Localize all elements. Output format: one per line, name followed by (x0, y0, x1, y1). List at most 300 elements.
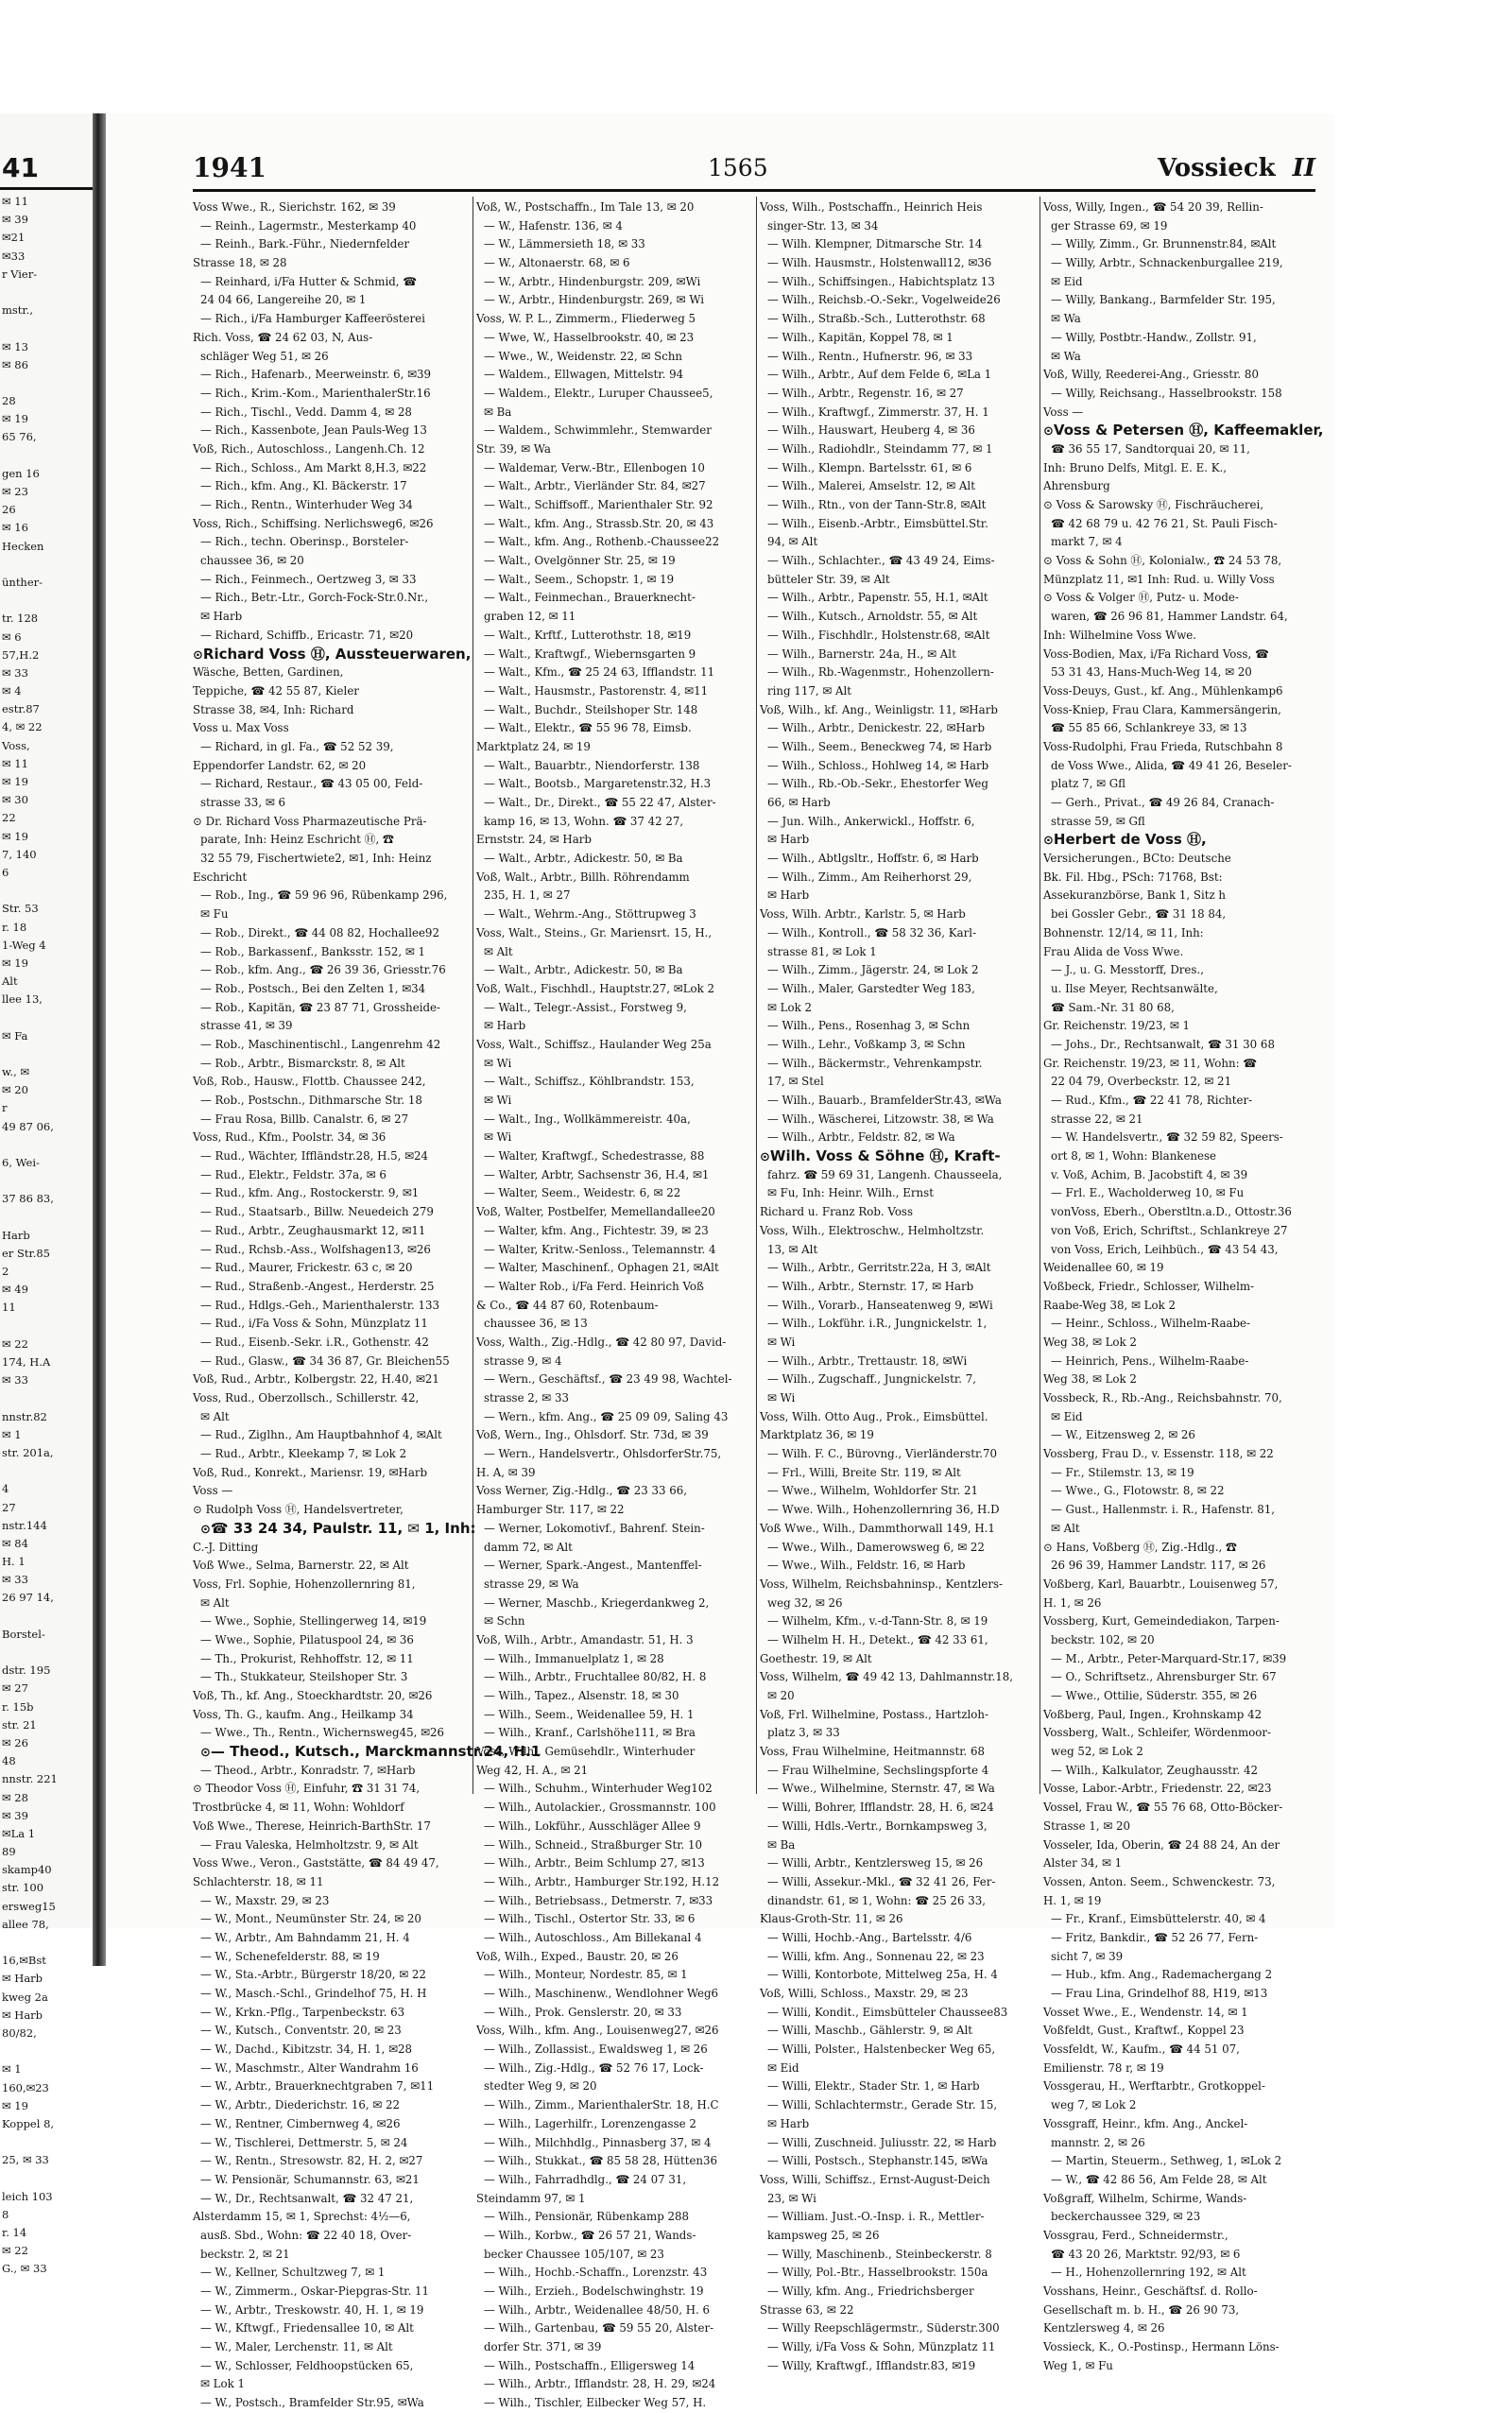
previous-page-line: ✉ 4 (2, 684, 22, 698)
header-rule (193, 189, 1315, 192)
directory-entry: ✉ Wi (484, 1130, 512, 1145)
directory-entry: — Wilh., Kraftwgf., Zimmerstr. 37, H. 1 (767, 405, 989, 419)
previous-page-line: ✉33 (2, 249, 26, 263)
directory-entry: — Wwe., Wilh., Feldstr. 16, ✉ Harb (767, 1559, 966, 1573)
directory-entry: becker Chaussee 105/107, ✉ 23 (484, 2247, 664, 2261)
directory-entry: ✉ Ba (484, 405, 512, 419)
directory-entry: dinandstr. 61, ✉ 1, Wohn: ☎ 25 26 33, (767, 1893, 986, 1907)
directory-entry: 13, ✉ Alt (767, 1242, 818, 1256)
previous-page-line: ✉La 1 (2, 1826, 36, 1840)
previous-page-line: 89 (2, 1845, 16, 1859)
directory-entry: — Wilh., Maschinenw., Wendlohner Weg6 (484, 1987, 719, 2000)
directory-entry: von Voss, Erich, Leihbüch., ☎ 43 54 43, (1051, 1242, 1279, 1256)
previous-page-line: ✉ 22 (2, 1336, 28, 1351)
directory-entry: Richard u. Franz Rob. Voss (760, 1205, 914, 1219)
directory-entry: — Heinrich, Pens., Wilhelm-Raabe- (1051, 1353, 1249, 1368)
directory-entry: strasse 81, ✉ Lok 1 (767, 944, 877, 958)
directory-entry: — Rich., i/Fa Hamburger Kaffeerösterei (200, 312, 425, 326)
directory-entry: — Frl. E., Wacholderweg 10, ✉ Fu (1051, 1186, 1245, 1200)
previous-page-line: r. 15b (2, 1699, 34, 1714)
directory-entry: Schlachterstr. 18, ✉ 11 (193, 1874, 324, 1888)
directory-entry: weg 32, ✉ 26 (767, 1595, 843, 1610)
directory-entry: — Wilh., Arbtr., Hamburger Str.192, H.12 (484, 1874, 720, 1888)
directory-entry: — Willy, Pol.-Btr., Hasselbrookstr. 150a (767, 2266, 988, 2280)
previous-page-line: estr.87 (2, 702, 40, 716)
directory-entry: Strasse 18, ✉ 28 (193, 256, 287, 270)
previous-page-line: ✉ 13 (2, 339, 28, 353)
directory-entry: waren, ☎ 26 96 81, Hammer Landstr. 64, (1051, 610, 1288, 624)
directory-entry: Weg 1, ✉ Fu (1043, 2358, 1113, 2372)
directory-entry: dorfer Str. 371, ✉ 39 (484, 2340, 602, 2354)
directory-entry: Weg 38, ✉ Lok 2 (1043, 1335, 1137, 1349)
previous-page-line: r Vier- (2, 267, 38, 281)
directory-entry: — Wilh., Zimm., Am Reiherhorst 29, (767, 870, 972, 884)
directory-entry: — Wern., kfm. Ang., ☎ 25 09 09, Saling 43 (484, 1409, 729, 1423)
previous-page-line: 160,✉23 (2, 2080, 49, 2094)
directory-entry: parate, Inh: Heinz Eschricht Ⓗ, ☎ (200, 833, 394, 847)
previous-page-line: Voss, (2, 738, 30, 752)
directory-entry: Voßgraff, Wilhelm, Schirme, Wands- (1043, 2191, 1247, 2205)
previous-page-line: H. 1 (2, 1555, 26, 1569)
directory-entry: — Wilh., Fahrradhdlg., ☎ 24 07 31, (484, 2172, 687, 2186)
directory-entry: — Rud., Elektr., Feldstr. 37a, ✉ 6 (200, 1167, 387, 1181)
directory-entry: — Wilh., Radiohdlr., Steindamm 77, ✉ 1 (767, 441, 993, 456)
directory-entry: — Wilh., Arbtr., Regenstr. 16, ✉ 27 (767, 386, 964, 400)
directory-entry: — Wilh., Rtn., von der Tann-Str.8, ✉Alt (767, 498, 987, 511)
directory-entry: ✉ Wi (767, 1391, 796, 1405)
previous-page-line: 2 (2, 1265, 9, 1279)
previous-page-line: 4 (2, 1482, 9, 1496)
directory-entry: — Richard, in gl. Fa., ☎ 52 52 39, (200, 739, 394, 753)
directory-page (106, 113, 1334, 2410)
directory-entry: Assekuranzbörse, Bank 1, Sitz h (1043, 888, 1227, 903)
previous-page-lines (2, 193, 91, 2279)
directory-entry: Eppendorfer Landstr. 62, ✉ 20 (193, 758, 367, 772)
directory-entry: — Wilh., Wäscherei, Litzowstr. 38, ✉ Wa (767, 1112, 994, 1126)
previous-page-line: r. 18 (2, 920, 27, 934)
previous-page-line (2, 1318, 91, 1336)
directory-entry: — Rud., Wächter, Iffländstr.28, H.5, ✉24 (200, 1149, 429, 1163)
directory-entry: Vossieck, K., O.-Postinsp., Hermann Löns- (1043, 2340, 1280, 2354)
directory-entry: Voß, W., Postschaffn., Im Tale 13, ✉ 20 (476, 200, 695, 214)
directory-entry: Vossberg, Frau D., v. Essenstr. 118, ✉ 22 (1043, 1447, 1274, 1461)
directory-entry: von Voß, Erich, Schriftst., Schlankreye 27 (1051, 1223, 1288, 1237)
directory-entry: ✉ Wi (484, 1056, 512, 1070)
directory-entry: — Walt., Seem., Schopstr. 1, ✉ 19 (484, 572, 675, 586)
directory-entry: Wäsche, Betten, Gardinen, (193, 665, 344, 680)
directory-entry: — Wilh., Betriebsass., Detmerstr. 7, ✉33 (484, 1893, 713, 1907)
directory-entry: Inh: Wilhelmine Voss Wwe. (1043, 628, 1197, 642)
directory-entry: chaussee 36, ✉ 20 (200, 554, 304, 568)
directory-entry: Voß, Walter, Postbelfer, Memellandallee20 (476, 1205, 715, 1219)
directory-entry: — M., Arbtr., Peter-Marquard-Str.17, ✉39 (1051, 1651, 1287, 1665)
previous-page-line (2, 2042, 91, 2060)
directory-entry: ✉ Alt (484, 944, 513, 958)
directory-entry: Bohnenstr. 12/14, ✉ 11, Inh: (1043, 925, 1204, 939)
previous-page-line: 8 (2, 2207, 9, 2221)
directory-entry: — W., Lämmersieth 18, ✉ 33 (484, 237, 645, 251)
directory-entry: ✉ Harb (767, 888, 810, 903)
directory-entry: — Rob., Direkt., ☎ 44 08 82, Hochallee92 (200, 925, 439, 939)
directory-entry: — Willi, Postsch., Stephanstr.145, ✉Wa (767, 2154, 988, 2168)
directory-entry: — Rud., i/Fa Voss & Sohn, Münzplatz 11 (200, 1317, 428, 1331)
directory-entry: Emilienstr. 78 r, ✉ 19 (1043, 2060, 1164, 2075)
directory-entry: — Rich., Krim.-Kom., MarienthalerStr.16 (200, 386, 431, 400)
directory-entry: Bk. Fil. Hbg., PSch: 71768, Bst: (1043, 870, 1223, 884)
directory-entry: Teppiche, ☎ 42 55 87, Kieler (193, 683, 359, 698)
directory-entry: — Wilhelm H. H., Detekt., ☎ 42 33 61, (767, 1632, 988, 1646)
directory-entry: — Rud., Glasw., ☎ 34 36 87, Gr. Bleichen55 (200, 1353, 450, 1368)
directory-entry: — Frau Lina, Grindelhof 88, H19, ✉13 (1051, 1987, 1268, 2000)
directory-entry: — W. Pensionär, Schumannstr. 63, ✉21 (200, 2172, 420, 2186)
previous-page-line: 11 (2, 1301, 16, 1315)
previous-page-line: ✉ 33 (2, 1573, 28, 1587)
directory-entry: — Rob., Kapitän, ☎ 23 87 71, Grossheide- (200, 1000, 440, 1014)
directory-entry: — Wilh., Rb.-Wagenmstr., Hohenzollern- (767, 665, 994, 680)
directory-entry: — Werner, Lokomotivf., Bahrenf. Stein- (484, 1521, 705, 1535)
previous-page-line: ersweg15 (2, 1899, 56, 1913)
directory-entry: — Waldem., Ellwagen, Mittelstr. 94 (484, 368, 684, 382)
directory-entry: — Wilh., Kalkulator, Zeughausstr. 42 (1051, 1763, 1258, 1777)
directory-entry: — Walt., Kfm., ☎ 25 24 63, Ifflandstr. 11 (484, 665, 715, 680)
directory-entry: — Willi, Zuschneid. Juliusstr. 22, ✉ Harb (767, 2135, 997, 2149)
directory-entry: — Wwe. Wilh., Hohenzollernring 36, H.D (767, 1503, 1000, 1517)
directory-entry: ⊙ Richard Voss Ⓗ, Aussteuerwaren, (193, 646, 467, 664)
previous-page-line: tr. 128 (2, 612, 39, 626)
directory-entry: Voss, Frl. Sophie, Hohenzollernring 81, (193, 1577, 416, 1591)
directory-entry: — Werner, Spark.-Angest., Mantenffel- (484, 1559, 702, 1573)
previous-page-line: ✉ 26 (2, 1735, 28, 1749)
directory-entry: Voßbeck, Friedr., Schlosser, Wilhelm- (1043, 1279, 1255, 1293)
directory-entry: — Walter Rob., i/Fa Ferd. Heinrich Voß (484, 1279, 704, 1293)
directory-entry: Gr. Reichenstr. 19/23, ✉ 1 (1043, 1019, 1190, 1033)
directory-entry: — Wwe., Sophie, Stellingerweg 14, ✉19 (200, 1614, 427, 1629)
directory-entry: strasse 29, ✉ Wa (484, 1577, 579, 1591)
previous-page-line: ✉ 11 (2, 756, 28, 770)
directory-entry: Voßfeldt, Gust., Kraftwf., Koppel 23 (1043, 2024, 1245, 2038)
directory-entry: Vossel, Frau W., ☎ 55 76 68, Otto-Böcker- (1043, 1801, 1283, 1815)
directory-entry: ☎ 55 85 66, Schlankreye 33, ✉ 13 (1051, 721, 1247, 735)
previous-page-line: Hecken (2, 539, 44, 553)
directory-entry: — Wilh., Pensionär, Rübenkamp 288 (484, 2210, 690, 2224)
directory-entry: Voß, Rud., Arbtr., Kolbergstr. 22, H.40, ✉21 (193, 1372, 439, 1387)
directory-entry: — W., Rentn., Stresowstr. 82, H. 2, ✉27 (200, 2154, 423, 2168)
directory-entry: — W., Arbtr., Diederichstr. 16, ✉ 22 (200, 2098, 401, 2112)
directory-entry: — Wilh., Abtlgsltr., Hoffstr. 6, ✉ Harb (767, 852, 979, 866)
directory-entry: — Willy, Maschinenb., Steinbeckerstr. 8 (767, 2247, 992, 2261)
previous-page-line (2, 1462, 91, 1480)
directory-entry: 66, ✉ Harb (767, 796, 831, 809)
directory-entry: — Theod., Arbtr., Konradstr. 7, ✉Harb (200, 1763, 416, 1777)
previous-page-line: ✉ 39 (2, 1808, 28, 1822)
directory-entry: — Wwe., Sophie, Pilatuspool 24, ✉ 36 (200, 1632, 414, 1646)
directory-entry: Inh: Bruno Delfs, Mitgl. E. E. K., (1043, 460, 1228, 474)
previous-page-line (2, 1389, 91, 1407)
directory-entry: — W., Schlosser, Feldhoopstücken 65, (200, 2358, 414, 2372)
previous-page-line: llee 13, (2, 992, 43, 1007)
directory-entry: — Rud., Kfm., ☎ 22 41 78, Richter- (1051, 1094, 1253, 1107)
previous-page-line: Str. 53 (2, 902, 39, 916)
directory-entry: — Willi, Schlachtermstr., Gerade Str. 15, (767, 2098, 998, 2112)
previous-page-line: w., ✉ (2, 1065, 30, 1078)
directory-entry: — Willi, Kontorbote, Mittelweg 25a, H. 4 (767, 1968, 998, 1982)
directory-entry: singer-Str. 13, ✉ 34 (767, 218, 879, 233)
directory-entry: Voß, Wern., Ing., Ohlsdorf. Str. 73d, ✉ 39 (476, 1428, 709, 1442)
previous-page-line: 4, ✉ 22 (2, 720, 43, 734)
directory-entry: ✉ Schn (484, 1614, 525, 1629)
previous-page-line: leich 103 (2, 2189, 53, 2203)
directory-entry: — W., Tischlerei, Dettmerstr. 5, ✉ 24 (200, 2135, 408, 2149)
previous-page-line: ✉ 33 (2, 1373, 28, 1387)
directory-entry: ☎ Sam.-Nr. 31 80 68, (1051, 1000, 1175, 1014)
directory-entry: — Wilh., Eisenb.-Arbtr., Eimsbüttel.Str. (767, 516, 988, 530)
directory-entry: — Wilh., Arbtr., Fruchtallee 80/82, H. 8 (484, 1670, 707, 1684)
previous-page-line (2, 1008, 91, 1026)
directory-entry: Vossfeldt, W., Kaufm., ☎ 44 51 07, (1043, 2042, 1240, 2057)
previous-page-line: mstr., (2, 303, 33, 318)
previous-page-line: Koppel 8, (2, 2116, 55, 2130)
directory-entry: — Johs., Dr., Rechtsanwalt, ☎ 31 30 68 (1051, 1037, 1275, 1051)
directory-entry: — Wilh., Rentn., Hufnerstr. 96, ✉ 33 (767, 349, 973, 363)
previous-page-line: ✉ 84 (2, 1536, 28, 1550)
previous-page-line (2, 447, 91, 465)
previous-page-line: 65 76, (2, 430, 37, 444)
directory-entry: — Hub., kfm. Ang., Rademachergang 2 (1051, 1968, 1273, 1982)
directory-entry: — Walt., Wehrm.-Ang., Stöttrupweg 3 (484, 907, 696, 922)
directory-entry: Voßberg, Karl, Bauarbtr., Louisenweg 57, (1043, 1577, 1279, 1591)
directory-entry: — Wilh., Schneid., Straßburger Str. 10 (484, 1837, 703, 1852)
directory-entry: Voss, Wilh., Elektroschw., Helmholtzstr. (760, 1223, 985, 1237)
directory-entry: ✉ Fu, Inh: Heinr. Wilh., Ernst (767, 1186, 934, 1200)
directory-entry: — Wilh., Milchhdlg., Pinnasberg 37, ✉ 4 (484, 2135, 712, 2149)
directory-entry: — Rob., Postsch., Bei den Zelten 1, ✉34 (200, 981, 426, 995)
directory-entry: — Walt., Ing., Wollkämmereistr. 40a, (484, 1112, 691, 1126)
directory-entry: Kentzlersweg 4, ✉ 26 (1043, 2321, 1165, 2335)
previous-page-line: nnstr. 221 (2, 1772, 58, 1786)
directory-entry: Str. 39, ✉ Wa (476, 441, 551, 456)
previous-page-line: ✉ 1 (2, 1427, 22, 1441)
directory-entry: ausß. Sbd., Wohn: ☎ 22 40 18, Over- (200, 2228, 412, 2242)
directory-entry: — W., Dr., Rechtsanwalt, ☎ 32 47 21, (200, 2191, 414, 2205)
directory-entry: Vossberg, Walt., Schleifer, Wördenmoor- (1043, 1726, 1271, 1740)
directory-entry: — Wwe., Wilh., Damerowsweg 6, ✉ 22 (767, 1540, 985, 1554)
directory-entry: ✉ Wi (484, 1094, 512, 1107)
directory-entry: — W., Schenefelderstr. 88, ✉ 19 (200, 1949, 380, 1963)
directory-entry: 23, ✉ Wi (767, 2191, 816, 2205)
directory-entry: ✉ Alt (200, 1409, 230, 1423)
directory-entry: Voß, Wilh., Exped., Baustr. 20, ✉ 26 (476, 1949, 679, 1963)
directory-entry: Marktplatz 36, ✉ 19 (760, 1428, 874, 1442)
directory-entry: — Rich., Feinmech., Oertzweg 3, ✉ 33 (200, 572, 417, 586)
directory-entry: — O., Schriftsetz., Ahrensburger Str. 67 (1051, 1670, 1277, 1684)
directory-entry: 32 55 79, Fischertwiete2, ✉1, Inh: Heinz (200, 852, 432, 866)
directory-entry: Ahrensburg (1043, 479, 1110, 493)
directory-entry: Voss — (1043, 405, 1084, 419)
previous-page-line (2, 882, 91, 900)
directory-entry: Voß, Rud., Konrekt., Mariensr. 19, ✉Harb (193, 1465, 428, 1479)
previous-page-line: 1-Weg 4 (2, 938, 46, 952)
directory-entry: ☎ 43 20 26, Marktstr. 92/93, ✉ 6 (1051, 2247, 1241, 2261)
directory-entry: Voss — (193, 1484, 233, 1498)
directory-entry: Rich. Voss, ☎ 24 62 03, N, Aus- (193, 330, 373, 344)
directory-entry: ✉ Lok 1 (200, 2377, 245, 2391)
directory-entry: platz 3, ✉ 33 (767, 1726, 840, 1740)
directory-entry: — Willy, Zimm., Gr. Brunnenstr.84, ✉Alt (1051, 237, 1277, 251)
directory-entry: — Walt., Krftf., Lutterothstr. 18, ✉19 (484, 628, 692, 642)
directory-entry: — Wilh., Lehr., Voßkamp 3, ✉ Schn (767, 1037, 966, 1051)
directory-entry: — Richard, Schiffb., Ericastr. 71, ✉20 (200, 628, 414, 642)
directory-entry: — Rich., kfm. Ang., Kl. Bäckerstr. 17 (200, 479, 407, 493)
directory-entry: — Wilh., Zugschaff., Jungnickelstr. 7, (767, 1372, 976, 1387)
directory-entry: vonVoss, Eberh., Oberstltn.a.D., Ottostr.36 (1051, 1205, 1292, 1219)
running-head-volume: II (1292, 154, 1315, 182)
directory-entry: — Walt., Arbtr., Vierländer Str. 84, ✉27 (484, 479, 706, 493)
directory-entry: — Wilh., Tischler, Eilbecker Weg 57, H. (484, 2396, 707, 2410)
directory-entry: — Wilh., Gartenbau, ☎ 59 55 20, Alster- (484, 2321, 714, 2335)
directory-entry: — W., Kellner, Schultzweg 7, ✉ 1 (200, 2266, 386, 2280)
directory-entry: — Wilh., Seem., Weidenallee 59, H. 1 (484, 1707, 695, 1721)
previous-page-line: 28 (2, 394, 16, 408)
previous-page-line: ✉ 86 (2, 357, 28, 371)
book-spine (93, 113, 106, 1966)
directory-entry: — Wilh., Arbtr., Weidenallee 48/50, H. 6 (484, 2302, 711, 2317)
directory-entry: — W., Kutsch., Conventstr. 20, ✉ 23 (200, 2024, 402, 2038)
directory-entry: Vossgerau, H., Werftarbtr., Grotkoppel- (1043, 2079, 1265, 2094)
directory-entry: — Wilhelm, Kfm., v.-d-Tann-Str. 8, ✉ 19 (767, 1614, 988, 1629)
previous-page-line: 80/82, (2, 2025, 37, 2040)
directory-entry: ⊙ Hans, Voßberg Ⓗ, Zig.-Hdlg., ☎ (1043, 1540, 1237, 1554)
directory-entry: — Wwe., G., Flotowstr. 8, ✉ 22 (1051, 1484, 1225, 1498)
directory-entry: weg 7, ✉ Lok 2 (1051, 2098, 1137, 2112)
directory-entry: chaussee 36, ✉ 13 (484, 1317, 588, 1331)
directory-entry: — Wwe., Ottilie, Süderstr. 355, ✉ 26 (1051, 1689, 1258, 1702)
directory-entry: — Wilh., Vorarb., Hanseatenweg 9, ✉Wi (767, 1298, 993, 1312)
previous-page-line: r (2, 1101, 8, 1115)
previous-page-line: str. 201a, (2, 1445, 54, 1459)
directory-entry: Voß, Walt., Fischhdl., Hauptstr.27, ✉Lok 2 (476, 981, 715, 995)
directory-entry: ✉ Fu (200, 907, 229, 922)
directory-entry: strasse 9, ✉ 4 (484, 1353, 562, 1368)
directory-entry: — Wilh., Pens., Rosenhag 3, ✉ Schn (767, 1019, 971, 1033)
directory-entry: schläger Weg 51, ✉ 26 (200, 349, 329, 363)
previous-page-line: 26 97 14, (2, 1591, 54, 1605)
directory-entry: C.-J. Ditting (193, 1540, 259, 1554)
previous-page-line: ✉ 27 (2, 1681, 28, 1696)
directory-entry: kamp 16, ✉ 13, Wohn. ☎ 37 42 27, (484, 814, 684, 828)
directory-entry: Trostbrücke 4, ✉ 11, Wohn: Wohldorf (193, 1801, 404, 1815)
directory-entry: ✉ Harb (767, 2116, 810, 2130)
directory-entry: — Rob., kfm. Ang., ☎ 26 39 36, Griesstr.76 (200, 963, 446, 977)
directory-entry: — Wilh., Arbtr., Gerritstr.22a, H 3, ✉Alt (767, 1261, 991, 1275)
directory-entry: Weidenallee 60, ✉ 19 (1043, 1261, 1164, 1275)
directory-entry: Strasse 38, ✉4, Inh: Richard (193, 702, 354, 716)
previous-page-line: G., ✉ 33 (2, 2262, 47, 2276)
previous-page-line: ✉ 39 (2, 213, 28, 227)
directory-entry: Marktplatz 24, ✉ 19 (476, 739, 591, 753)
directory-entry: — Wilh., Erzieh., Bodelschwinghstr. 19 (484, 2284, 704, 2298)
previous-page-edge (0, 113, 93, 2276)
directory-entry: u. Ilse Meyer, Rechtsanwälte, (1051, 981, 1218, 995)
previous-page-line: 49 87 06, (2, 1119, 54, 1133)
directory-entry: — Martin, Steuerm., Sethweg, 1, ✉Lok 2 (1051, 2154, 1282, 2168)
directory-entry: — W., Eitzensweg 2, ✉ 26 (1051, 1428, 1195, 1442)
previous-page-line: 57,H.2 (2, 647, 40, 662)
directory-entry: Voss, W. P. L., Zimmerm., Fliederweg 5 (476, 312, 696, 326)
directory-entry: — W., Arbtr., Hindenburgstr. 269, ✉ Wi (484, 293, 705, 307)
directory-entry: — Willi, Maschb., Gählerstr. 9, ✉ Alt (767, 2024, 972, 2038)
directory-column-2 (476, 198, 750, 2410)
directory-entry: — Willi, Elektr., Stader Str. 1, ✉ Harb (767, 2079, 980, 2094)
directory-column-4 (1043, 198, 1324, 2372)
directory-entry: — Rud., Arbtr., Kleekamp 7, ✉ Lok 2 (200, 1447, 407, 1461)
directory-entry: Voß, Frl. Wilhelmine, Postass., Hartzloh- (760, 1707, 988, 1721)
directory-entry: Voß Wwe., Wilh., Dammthorwall 149, H.1 (760, 1521, 995, 1535)
directory-entry: — Wilh., Bäckermstr., Vehrenkampstr. (767, 1056, 983, 1070)
directory-entry: — Rud., Arbtr., Zeughausmarkt 12, ✉11 (200, 1223, 426, 1237)
previous-page-line (2, 1934, 91, 1952)
directory-entry: — Walter, Kritw.-Senloss., Telemannstr. 4 (484, 1242, 716, 1256)
directory-entry: — Wwe., Wilhelm, Wohldorfer Str. 21 (767, 1484, 979, 1498)
directory-entry: — Wilh., Tischl., Ostertor Str. 33, ✉ 6 (484, 1912, 696, 1926)
directory-entry: Voss-Rudolphi, Frau Frieda, Rutschbahn 8 (1043, 739, 1283, 753)
directory-entry: 235, H. 1, ✉ 27 (484, 888, 571, 903)
directory-entry: — Walt., Elektr., ☎ 55 96 78, Eimsb. (484, 721, 692, 735)
previous-page-line (2, 1209, 91, 1227)
previous-page-line: nnstr.82 (2, 1409, 47, 1423)
previous-page-line: 6 (2, 865, 9, 879)
directory-entry: stedter Weg 9, ✉ 20 (484, 2079, 597, 2094)
previous-page-line (2, 2133, 91, 2151)
directory-entry: — W., Arbtr., Treskowstr. 40, H. 1, ✉ 19 (200, 2302, 424, 2317)
previous-page-line (2, 2169, 91, 2187)
directory-entry: Steindamm 97, ✉ 1 (476, 2191, 586, 2205)
directory-entry: — Willy, i/Fa Voss & Sohn, Münzplatz 11 (767, 2340, 996, 2354)
directory-entry: — Willi, Bohrer, Ifflandstr. 28, H. 6, ✉24 (767, 1801, 994, 1815)
directory-entry: — Richard, Restaur., ☎ 43 05 00, Feld- (200, 777, 423, 791)
directory-entry: — Walt., Dr., Direkt., ☎ 55 22 47, Alster- (484, 796, 716, 809)
directory-entry: — Rich., Rentn., Winterhuder Weg 34 (200, 498, 413, 511)
previous-page-line: Alt (2, 974, 18, 989)
directory-entry: — W., Altonaerstr. 68, ✉ 6 (484, 256, 630, 270)
directory-entry: ✉ Harb (767, 833, 810, 847)
directory-entry: 24 04 66, Langereihe 20, ✉ 1 (200, 293, 367, 307)
directory-entry: — Walter, Kraftwgf., Schedestrasse, 88 (484, 1149, 705, 1163)
directory-entry: Voss, Frau Wilhelmine, Heitmannstr. 68 (760, 1745, 986, 1759)
directory-entry: ✉ Wi (767, 1335, 796, 1349)
directory-entry: — Wilh., Rb.-Ob.-Sekr., Ehestorfer Weg (767, 777, 988, 791)
directory-entry: — Waldem., Elektr., Luruper Chaussee5, (484, 386, 713, 400)
directory-entry: — Wilh., Immanuelplatz 1, ✉ 28 (484, 1651, 664, 1665)
directory-entry: — Wilh., Arbtr., Auf dem Felde 6, ✉La 1 (767, 368, 992, 382)
directory-entry: strasse 33, ✉ 6 (200, 796, 285, 809)
directory-entry: — W., Rentner, Cimbernweg 4, ✉26 (200, 2116, 401, 2130)
directory-entry: Versicherungen., BCto: Deutsche (1043, 852, 1231, 866)
previous-page-line (2, 319, 91, 337)
directory-entry: — W., Zimmerm., Oskar-Piepgras-Str. 11 (200, 2284, 429, 2298)
directory-entry: Voßberg, Paul, Ingen., Krohnskamp 42 (1043, 1707, 1263, 1721)
directory-entry: — Rob., Postschn., Dithmarsche Str. 18 (200, 1094, 422, 1107)
directory-entry: — Walt., kfm. Ang., Strassb.Str. 20, ✉ 43 (484, 516, 714, 530)
directory-entry: Vosseler, Ida, Oberin, ☎ 24 88 24, An der (1043, 1837, 1280, 1852)
directory-entry: — Wilh., Reichsb.-O.-Sekr., Vogelweide26 (767, 293, 1001, 307)
directory-entry: — Walt., Bootsb., Margaretenstr.32, H.3 (484, 777, 712, 791)
previous-page-line: 16,✉Bst (2, 1954, 46, 1968)
directory-entry: — Wilh., Schloss., Hohlweg 14, ✉ Harb (767, 758, 989, 772)
directory-entry: — Rich., Kassenbote, Jean Pauls-Weg 13 (200, 423, 427, 438)
directory-entry: Voss Werner, Zig.-Hdlg., ☎ 23 33 66, (476, 1484, 687, 1498)
directory-entry: ⊙ Rudolph Voss Ⓗ, Handelsvertreter, (193, 1503, 404, 1517)
directory-entry: Voss, Walt., Steins., Gr. Mariensrt. 15, H., (476, 925, 713, 939)
